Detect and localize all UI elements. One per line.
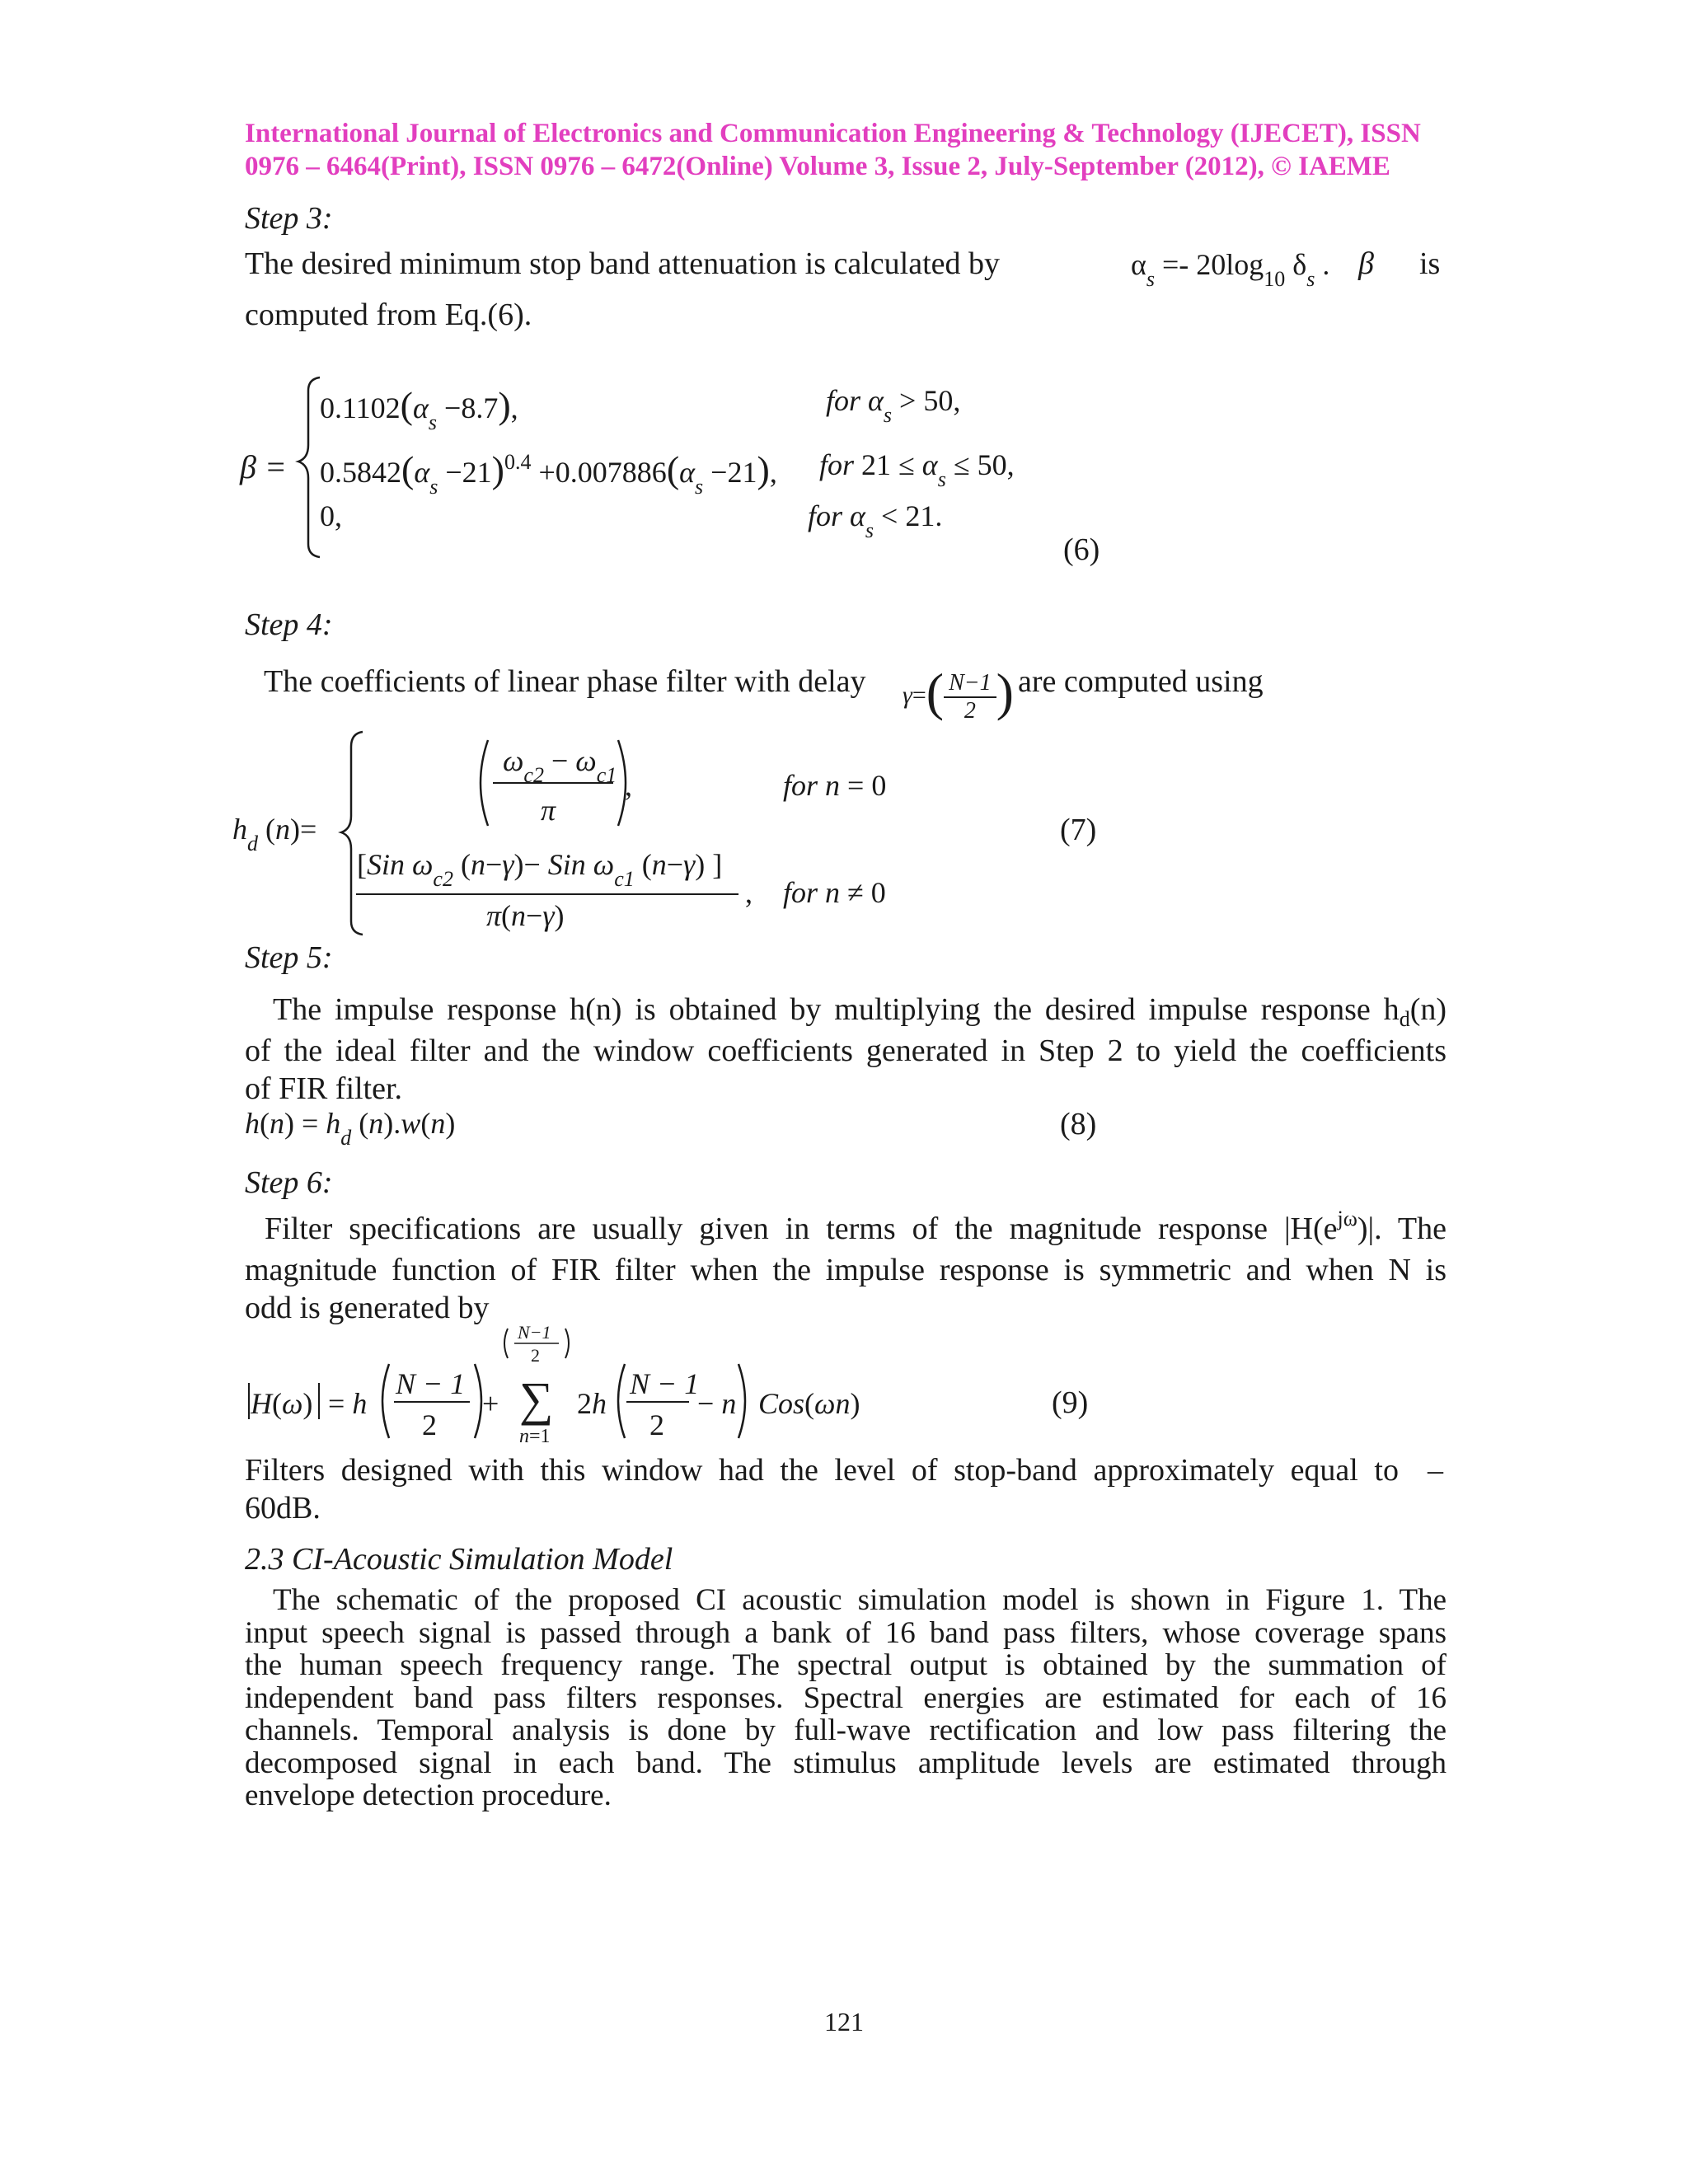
eq9-lhs: H(ω) [251, 1387, 313, 1420]
step3-beta: β [1358, 246, 1374, 281]
eq6-case1-expr: $0.1102(\alpha_s -8.7)$, [320, 384, 518, 434]
step5-heading: Step 5: [245, 940, 333, 975]
page-number: 121 [824, 2007, 864, 2036]
eq6-number: (6) [1063, 532, 1100, 567]
step5-line-3: of FIR filter. [245, 1071, 403, 1106]
step6-after-2: 60dB. [245, 1491, 321, 1526]
step6-heading: Step 6: [245, 1165, 333, 1200]
eq7-c1-num: $\omega_{c2} - \omega_{c1}$ [503, 744, 617, 787]
step6-dash: – [1428, 1453, 1443, 1488]
eq7-c2-num: [Sin $\omega_{c2}$ (n−γ)− Sin $\omega_{c1}$ (n−γ) ] [357, 848, 723, 891]
step4-text-b: are computed using [1018, 664, 1264, 699]
section-paragraph [245, 1584, 1447, 1812]
section-title: 2.3 CI-Acoustic Simulation Model [245, 1542, 673, 1577]
step3-formula: $\alpha_s =- 20\log_{10}$ $\delta_s$ . [1131, 248, 1330, 291]
eq6-case2-expr: $0.5842(\alpha_s -21)^{0.4} +0.007886(\alpha_s -21)$, [320, 448, 777, 499]
eq7-number: (7) [1060, 813, 1097, 847]
eq9-eq-h: = h [328, 1387, 368, 1420]
eq6-case3-expr: 0, [320, 499, 342, 532]
eq7-c2-den: π(n−γ) [486, 899, 565, 932]
step3-text-a: The desired minimum stop band attenuation is calculated by [245, 246, 1000, 281]
step4-gamma: γ=( $\frac{N-1}{2}$ ) [903, 663, 1014, 724]
section-line-2: input speech signal is passed through a bank of 16 band pass filters, whose coverage spans [245, 1615, 1447, 1650]
eq8: $h(n) = h_d$ (n).w(n) [245, 1107, 456, 1150]
eq7-c2-cond: for n ≠ 0 [783, 876, 886, 909]
eq9-sum-lower: n=1 [519, 1426, 551, 1447]
eq9-minus-n: − n [697, 1387, 737, 1420]
step5-line-1: The impulse response h(n) is obtained by multiplying the desired impulse response $h_d(n)$ [273, 992, 1447, 1031]
eq6-case1-cond: for $\alpha_s > 50$, [826, 384, 961, 427]
eq7-c1-den: π [541, 794, 556, 827]
section-line-5: channels. Temporal analysis is done by full-wave rectification and low pass filtering the [245, 1713, 1447, 1747]
eq9-term: 2h [577, 1387, 607, 1420]
eq8-number: (8) [1060, 1107, 1097, 1141]
step6-line-1: Filter specifications are usually given in terms of the magnitude response $|H(e^{j\omega})|$. The [265, 1207, 1447, 1246]
eq7-c1-cond: for n = 0 [783, 769, 887, 802]
eq9-frac-num: N − 1 [396, 1367, 466, 1400]
eq9-frac-den: 2 [422, 1408, 437, 1441]
eq9-sum-upper-den: 2 [531, 1345, 540, 1366]
step3-text-b: is [1419, 246, 1441, 281]
eq6-case3-cond: for $\alpha_s < 21$. [808, 499, 943, 542]
eq9-term-den: 2 [649, 1408, 664, 1441]
section-line-4: independent band pass filters responses. Spectral energies are estimated for each of 16 [245, 1680, 1447, 1715]
eq6-lhs: β = [240, 448, 287, 485]
step6-line-3: odd is generated by [245, 1291, 490, 1325]
section-line-6: decomposed signal in each band. The stimulus amplitude levels are estimated through [245, 1746, 1447, 1780]
eq7-c2-comma: , [745, 876, 753, 909]
eq7-lhs: $h_d$ (n)= [232, 813, 317, 855]
eq9-sigma: ∑ [519, 1372, 554, 1426]
step3-heading: Step 3: [245, 201, 333, 236]
section-line-3: the human speech frequency range. The spectral output is obtained by the summation of [245, 1648, 1447, 1682]
header-line-1: International Journal of Electronics and Communication Engineering & Technology (IJECET), ISSN [245, 119, 1421, 148]
step4-heading: Step 4: [245, 607, 333, 642]
eq9-cos: Cos(ωn) [758, 1387, 860, 1420]
step4-text-a: The coefficients of linear phase filter with delay [264, 664, 866, 699]
step6-line-2: magnitude function of FIR filter when the impulse response is symmetric and when N is [245, 1253, 1447, 1287]
eq9-number: (9) [1052, 1385, 1089, 1420]
eq6-case2-cond: for $21 \le \alpha_s \le 50$, [819, 448, 1015, 491]
step6-after-1: Filters designed with this window had the level of stop-band approximately equal to [245, 1453, 1399, 1488]
section-line-7: envelope detection procedure. [245, 1779, 612, 1812]
eq9-sum-upper-num: N−1 [518, 1322, 551, 1343]
eq9-term-num: N − 1 [630, 1367, 700, 1400]
header-line-2: 0976 – 6464(Print), ISSN 0976 – 6472(Online) Volume 3, Issue 2, July-September (2012), © IAEME [245, 152, 1390, 181]
eq7-c1-comma: , [625, 769, 632, 802]
step5-line-2: of the ideal filter and the window coefficients generated in Step 2 to yield the coefficients [245, 1033, 1447, 1068]
step3-text-c: computed from Eq.(6). [245, 298, 532, 332]
section-line-1: The schematic of the proposed CI acoustic simulation model is shown in Figure 1. The [273, 1583, 1447, 1617]
eq9-plus: + [482, 1387, 499, 1420]
